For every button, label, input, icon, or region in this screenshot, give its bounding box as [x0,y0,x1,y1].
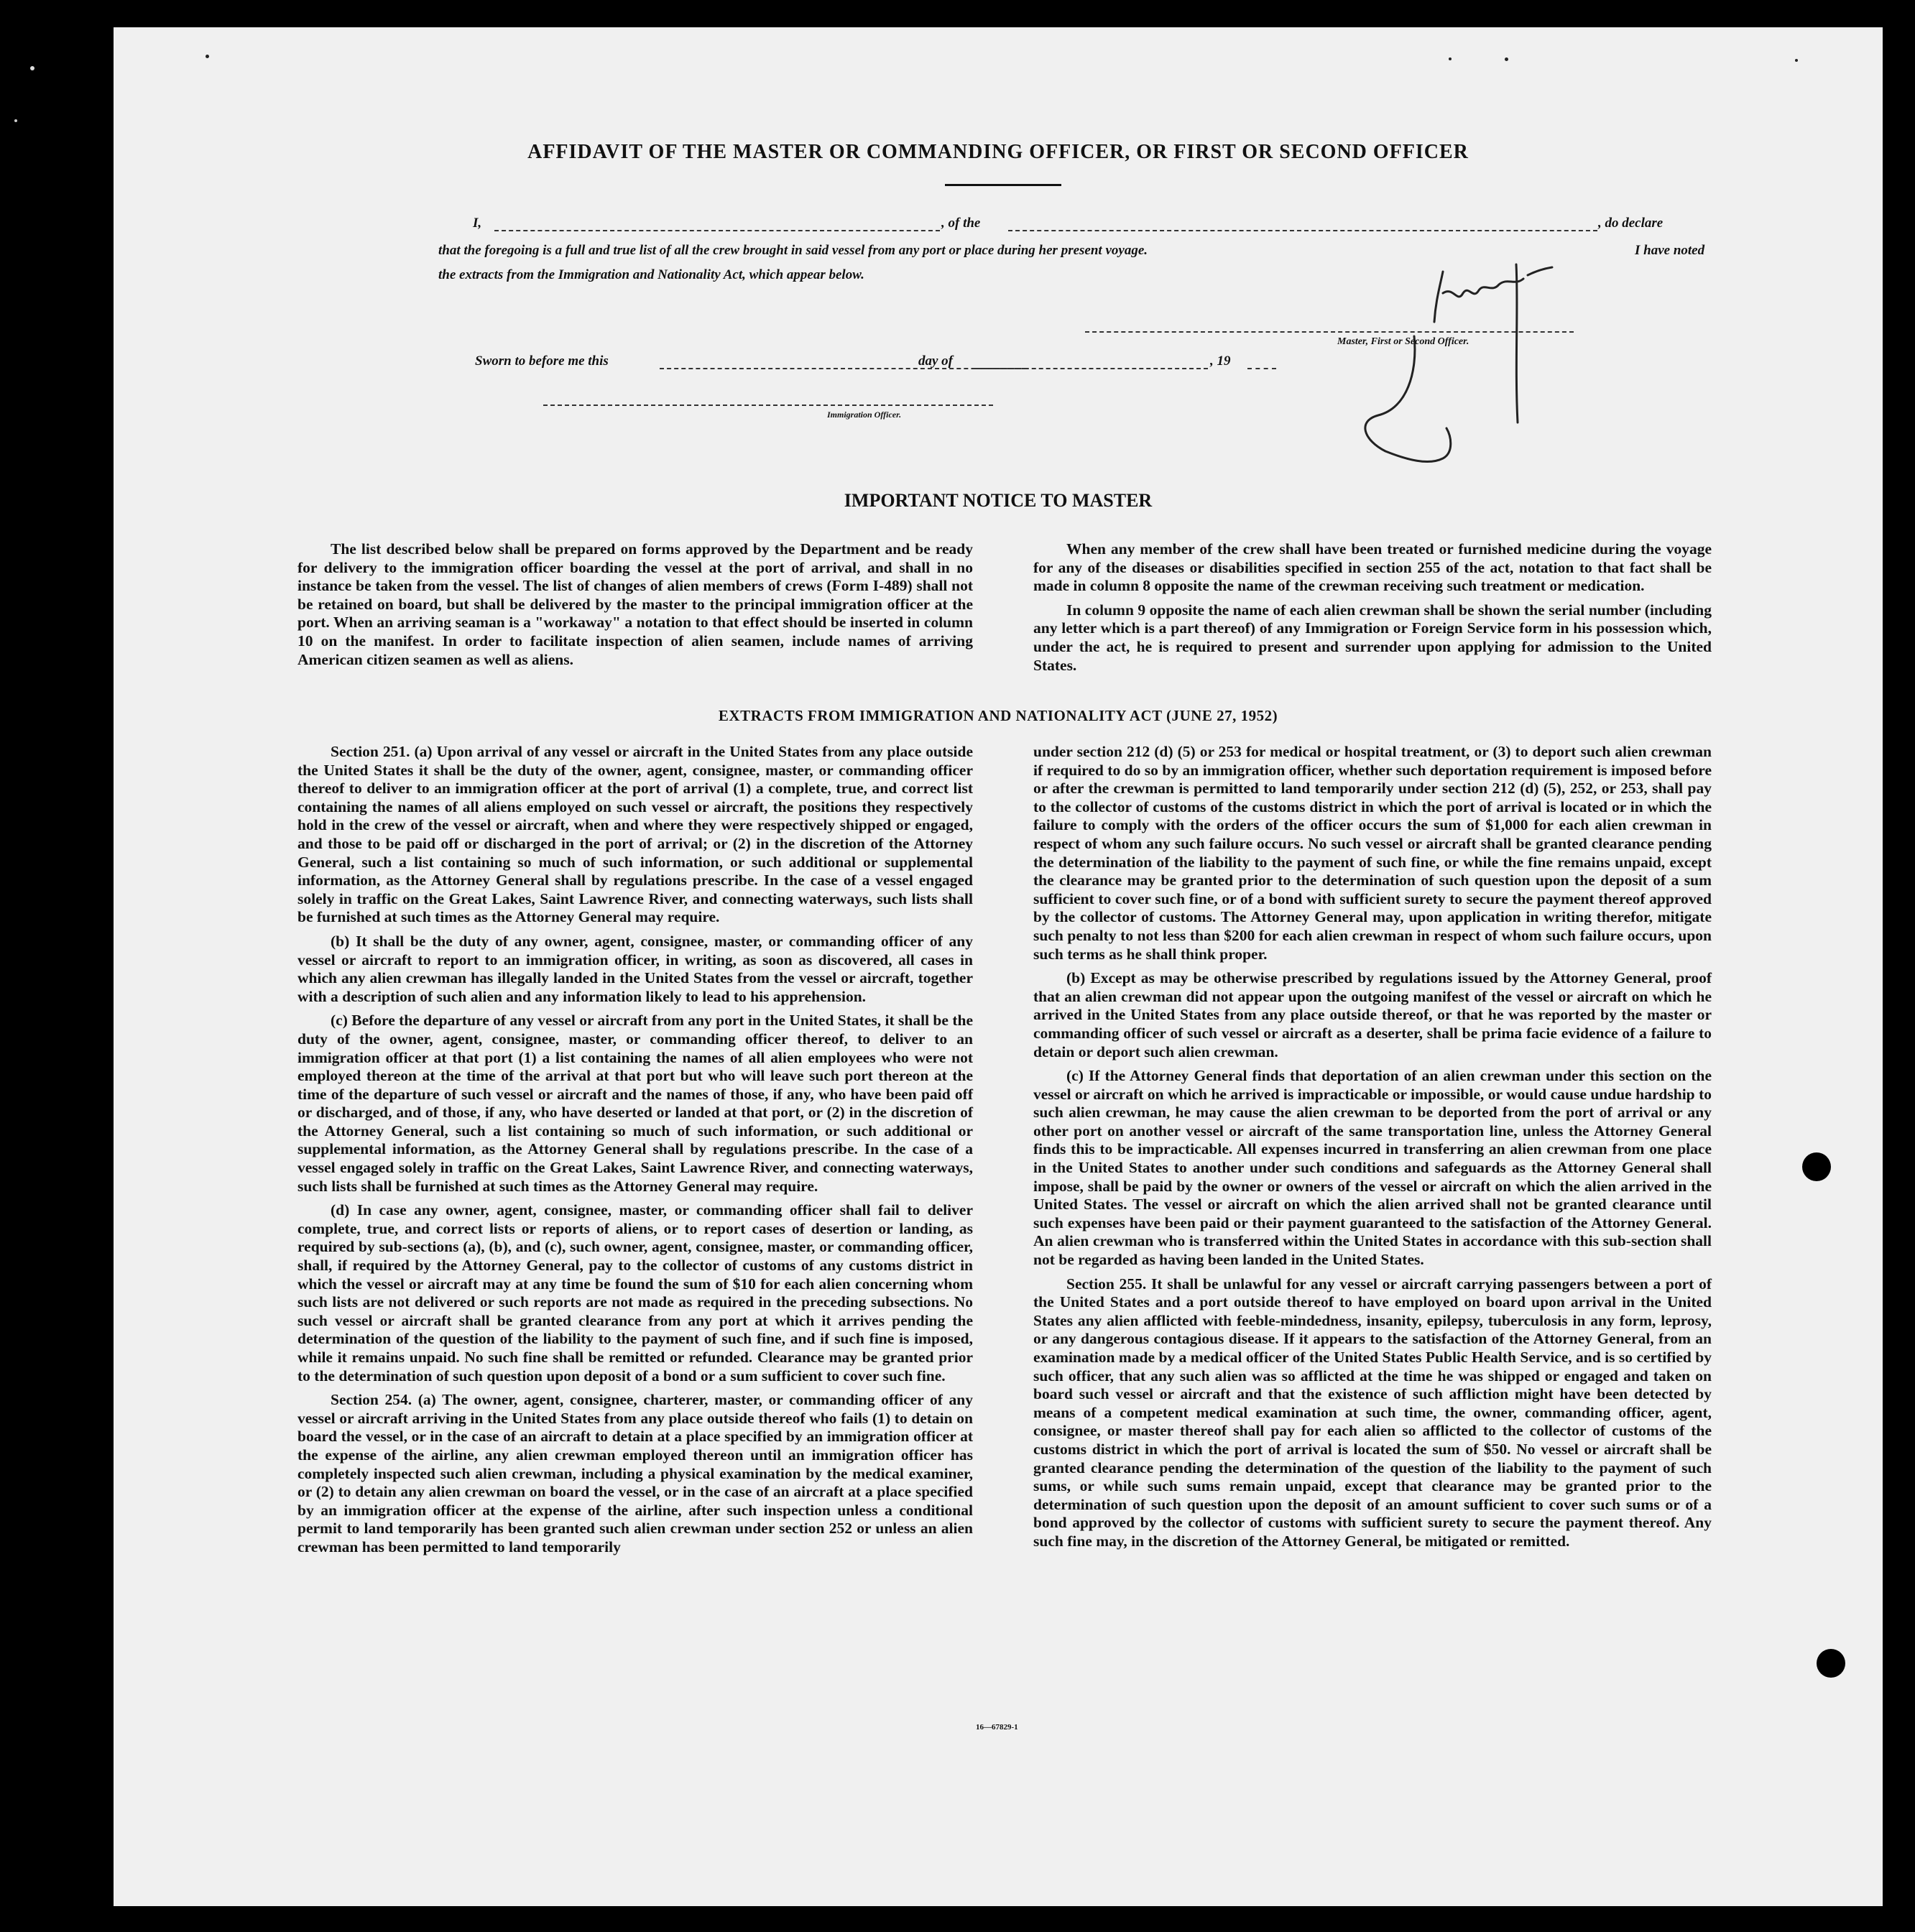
extract-right-paragraph: (c) If the Attorney General finds that deportation of an alien crewman under this section on the vessel or aircraft on which he arrived is impracticable or impossible, or would cause undue hardship to such alien crewman, he may cause the alien crewman to be deported from the port of arrival or any other port on another vessel or aircraft of the same transportation line, unless the Attorney General finds this to be impracticable. All expenses incurred in transferring an alien crewman from one place in the United States to another under such conditions and safeguards as the Attorney General shall impose, shall be paid by the owner or owners of the vessel or aircraft on which the alien arrived in the United States. The vessel or aircraft on which the alien arrived shall not be granted clearance until such expenses have been paid or their payment guaranteed to the satisfaction of the Attorney General. An alien crewman who is transferred within the United States in accordance with this sub-section shall not be regarded as having been landed in the United States. [1033,1067,1712,1269]
affidavit-do-declare-label: , do declare [1598,216,1663,231]
speck [206,55,209,58]
year-label: , 19 [1210,353,1231,369]
sworn-label: Sworn to before me this [475,353,609,369]
notice-right-paragraph-2: In column 9 opposite the name of each alien crewman shall be shown the serial number (including any letter which is a part thereof) of any Immigration or Foreign Service form in his possession which, under the act, he is required to present and surrender upon applying for admission to the United States. [1033,601,1712,674]
extract-right-paragraph: (b) Except as may be otherwise prescribed by regulations issued by the Attorney General, proof that an alien crewman did not appear upon the outgoing manifest of the vessel or aircraft on which he arrived in the United States from any place outside thereof, or that he was reported by the master or commanding officer of such vessel or aircraft as a deserter, shall be prima facie evidence of a failure to detain or deport such alien crewman. [1033,969,1712,1060]
signature-blank-line[interactable] [1085,331,1574,333]
margin-speck [14,119,17,122]
notice-left-paragraph: The list described below shall be prepared on forms approved by the Department and be ready for delivery to the immigration officer boarding the vessel at the port of arrival, and shall in no instance be taken from the vessel. The list of changes of alien members of crews (Form I-489) shall not be retained on board, but shall be delivered by the master to the principal immigration officer at the port. When an arriving seaman is a "workaway" a notation to that effect should be inserted in column 10 on the manifest. In order to facilitate inspection of alien seamen, include names of arriving American citizen seamen as well as aliens. [297,540,973,668]
affidavit-line3: the extracts from the Immigration and Nationality Act, which appear below. [438,267,864,282]
extracts-right-column [1033,743,1712,1557]
day-of-label: day of [918,353,954,369]
form-code: 16—67829-1 [976,1723,1018,1732]
extracts-left-column [297,743,973,1563]
affidavit-of-the-label: , of the [941,216,981,231]
notice-right-paragraph-1: When any member of the crew shall have been treated or furnished medicine during the voyage for any of the diseases or disabilities specified in section 255 of the act, notation to that fact shall be made in column 8 opposite the name of the crewman receiving such treatment or medication. [1033,540,1712,595]
affidavit-i-label: I, [473,216,482,231]
sworn-day-blank[interactable] [660,368,1026,369]
speck [1449,57,1452,60]
signature-caption: Master, First or Second Officer. [1337,336,1469,347]
vessel-blank-line[interactable] [1008,230,1597,231]
affidavit-title: AFFIDAVIT OF THE MASTER OR COMMANDING OFFICER, OR FIRST OR SECOND OFFICER [527,141,1469,163]
notice-left-column [297,540,973,675]
sworn-month-blank[interactable] [974,368,1208,369]
speck [1795,59,1798,62]
punch-hole [1802,1152,1831,1181]
extracts-title: EXTRACTS FROM IMMIGRATION AND NATIONALITY ACT (JUNE 27, 1952) [718,707,1278,724]
notice-right-column [1033,540,1712,680]
affidavit-line2: that the foregoing is a full and true list of all the crew brought in said vessel from any port or place during her present voyage. [438,243,1148,258]
officer-blank-line[interactable] [543,405,993,406]
name-blank-line[interactable] [494,230,940,231]
margin-speck [30,66,34,70]
extract-right-paragraph: under section 212 (d) (5) or 253 for medical or hospital treatment, or (3) to deport such alien crewman if required to do so by an immigration officer, whether such deportation requirement is imposed before or after the crewman is permitted to land temporarily under section 212 (d) (5), 252, or 253, shall pay to the collector of customs of the customs district in which the port of arrival is located or in which the failure to comply with the orders of the officer occurs the sum of $1,000 for each alien crewman in respect of whom any such failure occurs. No such vessel or aircraft shall be granted clearance pending the determination of the liability to the payment of such fine, or while the fine remains unpaid, except the clearance may be granted prior to the determination of such question upon the deposit of a sum sufficient to cover such fine, or of a bond with sufficient surety to secure the payment thereof approved by the collector of customs. The Attorney General may, upon application in writing therefor, mitigate such penalty to not less than $200 for each alien crewman in respect of whom such failure occurs, upon such terms as he shall think proper. [1033,743,1712,963]
extract-left-paragraph: (b) It shall be the duty of any owner, agent, consignee, master, or commanding officer of any vessel or aircraft to report to an immigration officer, in writing, as soon as discovered, all cases in which any alien crewman has illegally landed in the United States from the vessel or aircraft, together with a description of such alien and any information likely to lead to his apprehension. [297,932,973,1005]
sworn-year-blank[interactable] [1247,368,1276,369]
speck [1505,57,1508,61]
affidavit-line2-end: I have noted [1635,243,1705,258]
handwritten-signature [1299,243,1615,480]
extract-left-paragraph: Section 251. (a) Upon arrival of any vessel or aircraft in the United States from any place outside the United States it shall be the duty of the owner, agent, consignee, master, or commanding officer thereof to deliver to an immigration officer at the port of arrival (1) a complete, true, and correct list containing the names of all aliens employed on such vessel or aircraft, the positions they respectively hold in the crew of the vessel or aircraft, when and where they were respectively shipped or engaged, and those to be paid off or discharged in the port of arrival; or (2) in the discretion of the Attorney General, such a list containing so much of such information, or such additional or supplemental information, as the Attorney General shall by regulations prescribe. In the case of a vessel engaged solely in traffic on the Great Lakes, Saint Lawrence River, and connecting waterways, such lists shall be furnished at such times as the Attorney General may require. [297,743,973,926]
officer-caption: Immigration Officer. [827,410,902,420]
extract-left-paragraph: (c) Before the departure of any vessel or aircraft from any port in the United States, it shall be the duty of the owner, agent, consignee, master, or commanding officer thereof, to deliver to an immigration officer at that port (1) a list containing the names of all alien employees who were not employed thereon at the time of the arrival at that port but who will leave such port thereon at the time of the departure of such vessel or aircraft and the names of those, if any, who have been paid off or discharged, and of those, if any, who have deserted or landed at that port, or (2) in the discretion of the Attorney General, such a list containing so much of such information, or such additional or supplemental information, as the Attorney General shall by regulations prescribe. In the case of a vessel engaged solely in traffic on the Great Lakes, Saint Lawrence River, and connecting waterways, such lists shall be furnished at such times as the Attorney General may require. [297,1012,973,1195]
title-rule [945,184,1061,186]
document-page [114,27,1883,1906]
punch-hole [1817,1649,1845,1678]
extract-left-paragraph: (d) In case any owner, agent, consignee, master, or commanding officer shall fail to deliver complete, true, and correct lists or reports of aliens, or to report cases of desertion or landing, as required by sub-sections (a), (b), and (c), such owner, agent, consignee, master, or commanding officer, shall, if required by the Attorney General, pay to the collector of customs of any customs district in which the vessel or aircraft may at any time be found the sum of $10 for each alien concerning whom such lists are not delivered or such reports are not made as required in the preceding subsections. No such vessel or aircraft shall be granted clearance from any port at which it arrives pending the determination of the question of the liability to the payment of such fine, and if such fine is imposed, while it remains unpaid. No such fine shall be remitted or refunded. Clearance may be granted prior to the determination of such question upon deposit of a bond or a sum sufficient to cover such fine. [297,1201,973,1385]
extract-left-paragraph: Section 254. (a) The owner, agent, consignee, charterer, master, or commanding officer of any vessel or aircraft arriving in the United States from any place outside thereof who fails (1) to detain on board the vessel, or in the case of an aircraft to detain at a place specified by an immigration officer at the expense of the airline, any alien crewman employed thereon until an immigration officer has completely inspected such alien crewman, including a physical examination by the medical examiner, or (2) to detain any alien crewman on board the vessel, or in the case of an aircraft at a place specified by an immigration officer at the expense of the airline, after such inspection unless a conditional permit to land temporarily has been granted such alien crewman under section 252 or unless an alien crewman has been permitted to land temporarily [297,1391,973,1556]
extract-right-paragraph: Section 255. It shall be unlawful for any vessel or aircraft carrying passengers between a port of the United States and a port outside thereof to have employed on board upon arrival in the United States any alien afflicted with feeble-mindedness, insanity, epilepsy, tuberculosis in any form, leprosy, or any dangerous contagious disease. If it appears to the satisfaction of the Attorney General, from an examination made by a medical officer of the United States Public Health Service, and is so certified by such officer, that any such alien was so afflicted at the time he was shipped or engaged and taken on board such vessel or aircraft and that the existence of such affliction might have been detected by means of a competent medical examination at such time, the owner, commanding officer, agent, consignee, or master thereof shall pay for each alien so afflicted to the collector of customs of the customs district in which the port of arrival is located the sum of $50. No vessel or aircraft shall be granted clearance pending the determination of the question of the liability to the payment of such sums, or while such sums remain unpaid, except that clearance may be granted prior to the determination of such question upon the deposit of an amount sufficient to cover such sums or of a bond approved by the collector of customs with sufficient surety to secure the payment thereof. Any such fine may, in the discretion of the Attorney General, be mitigated or remitted. [1033,1275,1712,1550]
notice-title: IMPORTANT NOTICE TO MASTER [844,490,1153,511]
